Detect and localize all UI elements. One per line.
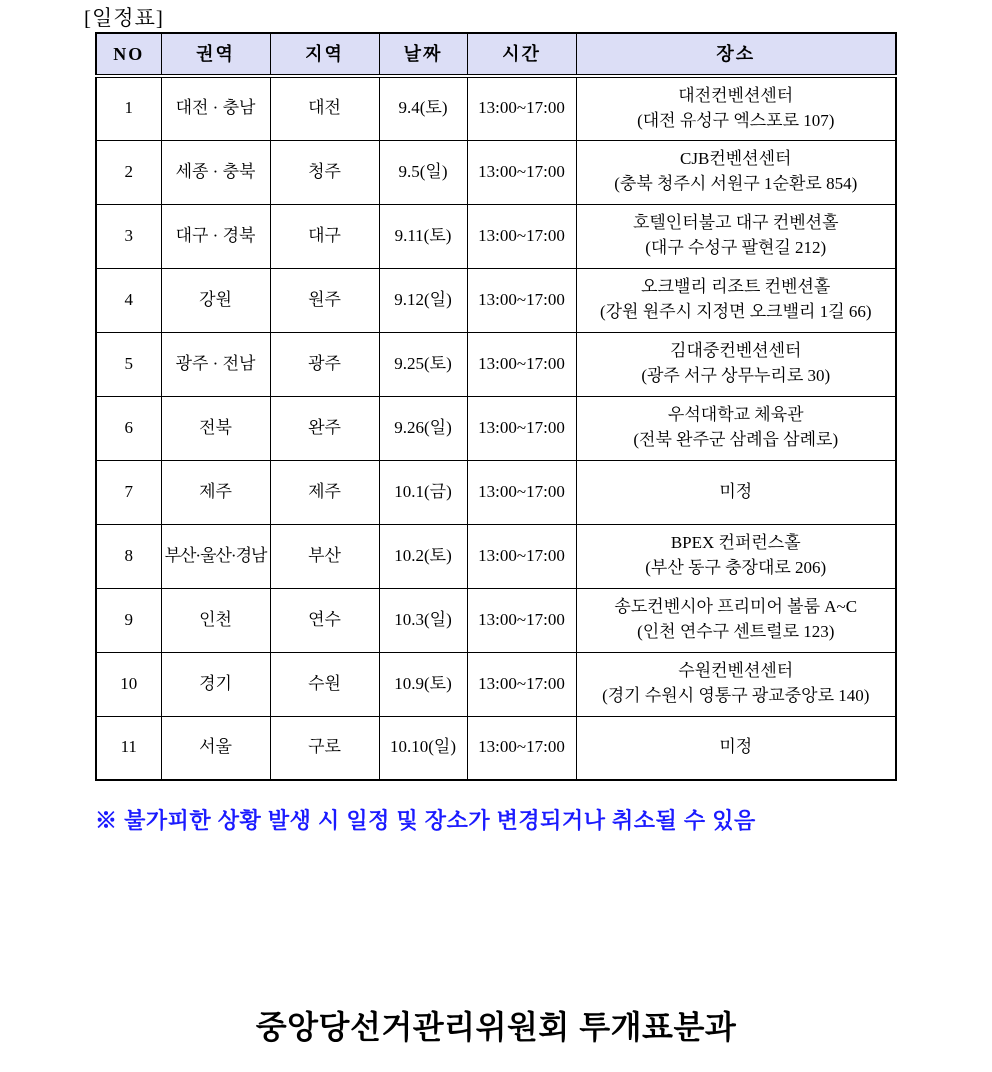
place-name: 김대중컨벤션센터 [670,341,802,361]
place-name: BPEX 컨퍼런스홀 [670,533,801,553]
header-cell-date: 날짜 [379,33,467,76]
cell-district: 청주 [270,140,379,204]
caution-note: ※ 불가피한 상황 발생 시 일정 및 장소가 변경되거나 취소될 수 있음 [95,808,756,833]
cell-region: 인천 [161,588,270,652]
place-address: (광주 서구 상무누리로 30) [641,366,831,385]
cell-no: 4 [96,268,161,332]
cell-no: 5 [96,332,161,396]
table-row [96,588,896,652]
cell-district: 부산 [270,524,379,588]
cell-no: 8 [96,524,161,588]
page-title: [일정표] [84,6,164,30]
place-name: 대전컨벤션센터 [678,86,794,106]
cell-region: 서울 [161,716,270,780]
cell-time: 13:00~17:00 [467,460,576,524]
table-header-row [96,33,896,76]
place-name: 송도컨벤시아 프리미어 볼룸 A~C [614,597,858,617]
cell-date: 10.2(토) [379,524,467,588]
place-address: (강원 원주시 지정면 오크밸리 1길 66) [599,302,872,321]
place-name: 미정 [719,737,753,757]
cell-time: 13:00~17:00 [467,652,576,716]
cell-date: 9.26(일) [379,396,467,460]
place-address: (전북 완주군 삼례읍 삼례로) [633,430,839,449]
footer-organization: 중앙당선거관리위원회 투개표분과 [255,1009,737,1045]
place-address: (대구 수성구 팔현길 212) [645,238,827,257]
table-row [96,524,896,588]
cell-district: 대구 [270,204,379,268]
place-name: 미정 [719,481,753,501]
cell-date: 10.3(일) [379,588,467,652]
place-address: (부산 동구 충장대로 206) [645,558,827,577]
place-name: CJB컨벤션센터 [680,149,792,169]
cell-time: 13:00~17:00 [467,588,576,652]
cell-district: 연수 [270,588,379,652]
cell-place [576,588,896,652]
cell-place [576,140,896,204]
cell-no: 3 [96,204,161,268]
cell-no: 11 [96,716,161,780]
schedule-table [95,32,897,781]
cell-time: 13:00~17:00 [467,524,576,588]
cell-region: 강원 [161,268,270,332]
header-cell-region: 권역 [161,33,270,76]
cell-district: 구로 [270,716,379,780]
cell-date: 10.9(토) [379,652,467,716]
place-address: (경기 수원시 영통구 광교중앙로 140) [602,686,870,705]
cell-region: 경기 [161,652,270,716]
cell-no: 10 [96,652,161,716]
cell-date: 9.11(토) [379,204,467,268]
cell-time: 13:00~17:00 [467,204,576,268]
place-name: 수원컨벤션센터 [678,661,794,681]
place-name: 호텔인터불고 대구 컨벤션홀 [632,213,839,233]
table-row [96,332,896,396]
cell-place [576,524,896,588]
table-row [96,652,896,716]
cell-region: 광주 · 전남 [161,332,270,396]
header-cell-district: 지역 [270,33,379,76]
cell-date: 10.1(금) [379,460,467,524]
table-row [96,716,896,780]
cell-no: 2 [96,140,161,204]
cell-district: 원주 [270,268,379,332]
cell-district: 대전 [270,76,379,140]
cell-no: 7 [96,460,161,524]
cell-time: 13:00~17:00 [467,140,576,204]
cell-place [576,268,896,332]
cell-no: 9 [96,588,161,652]
cell-time: 13:00~17:00 [467,396,576,460]
header-cell-time: 시간 [467,33,576,76]
cell-region: 대전 · 충남 [161,76,270,140]
table-row [96,76,896,140]
table-row [96,396,896,460]
place-address: (대전 유성구 엑스포로 107) [637,110,835,130]
header-cell-no: NO [96,33,161,76]
cell-no: 6 [96,396,161,460]
cell-region: 제주 [161,460,270,524]
cell-place [576,716,896,780]
cell-date: 9.12(일) [379,268,467,332]
table-row [96,268,896,332]
table-row [96,204,896,268]
cell-place [576,204,896,268]
cell-time: 13:00~17:00 [467,332,576,396]
cell-time: 13:00~17:00 [467,268,576,332]
cell-region: 전북 [161,396,270,460]
cell-district: 광주 [270,332,379,396]
cell-no: 1 [96,76,161,140]
cell-region: 대구 · 경북 [161,204,270,268]
header-cell-place: 장소 [576,33,896,76]
cell-place [576,76,896,140]
cell-place [576,396,896,460]
cell-place [576,652,896,716]
cell-place [576,460,896,524]
cell-date: 9.5(일) [379,140,467,204]
cell-date: 9.4(토) [379,76,467,140]
cell-region: 세종 · 충북 [161,140,270,204]
place-name: 오크밸리 리조트 컨벤션홀 [641,277,831,297]
table-row [96,140,896,204]
cell-place [576,332,896,396]
place-address: (충북 청주시 서원구 1순환로 854) [614,174,858,193]
place-name: 우석대학교 체육관 [667,405,804,425]
cell-district: 수원 [270,652,379,716]
table-row [96,460,896,524]
place-address: (인천 연수구 센트럴로 123) [637,622,835,641]
cell-district: 제주 [270,460,379,524]
cell-time: 13:00~17:00 [467,716,576,780]
cell-date: 9.25(토) [379,332,467,396]
cell-date: 10.10(일) [379,716,467,780]
cell-region: 부산·울산·경남 [161,524,270,588]
cell-district: 완주 [270,396,379,460]
cell-time: 13:00~17:00 [467,76,576,140]
